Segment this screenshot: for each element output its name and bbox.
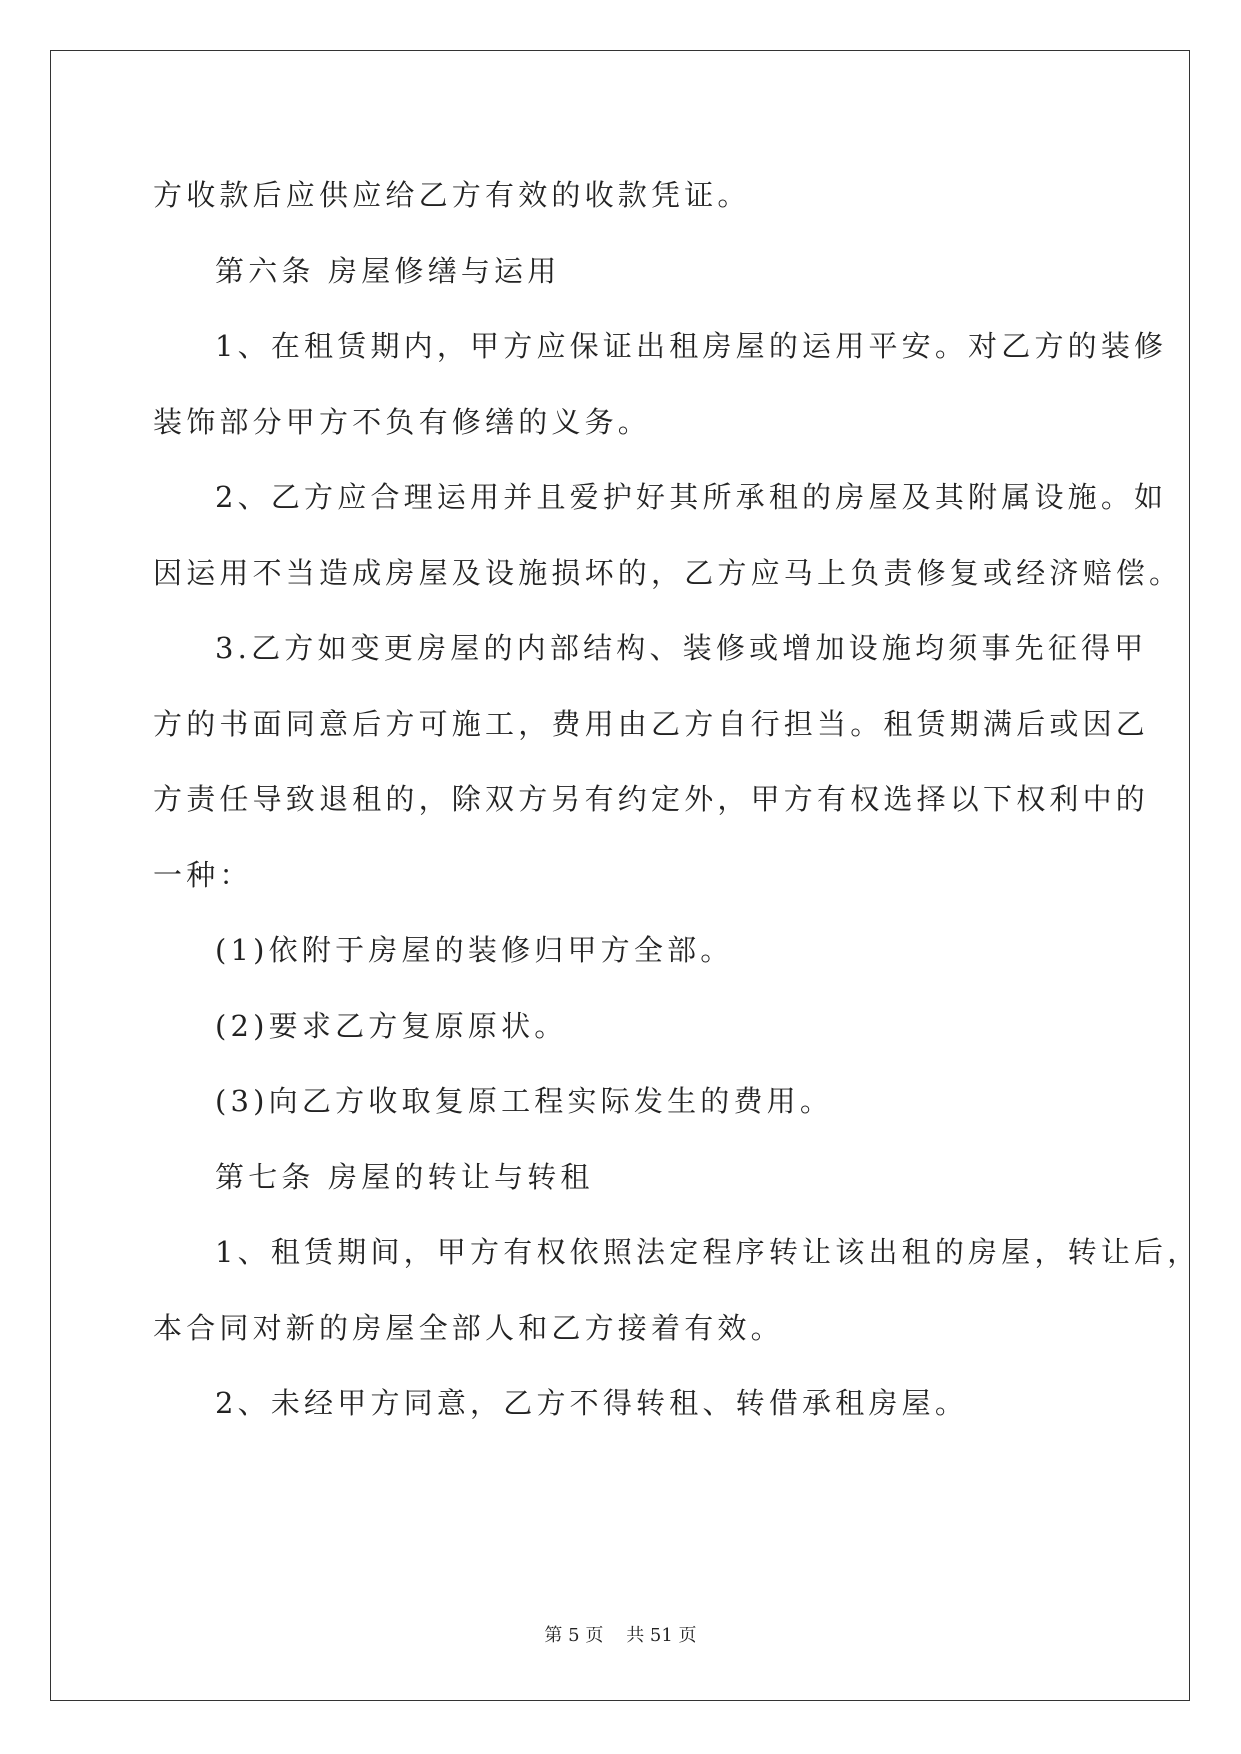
text-line: 1、租赁期间，甲方有权依照法定程序转让该出租的房屋，转让后， [215,1235,1201,1269]
text-line: 一种： [153,857,253,892]
section-heading: 第七条 房屋的转让与转租 [215,1159,594,1194]
text-line: 方的书面同意后方可施工，费用由乙方自行担当。租赁期满后或因乙 [153,706,1150,741]
section-heading: 第六条 房屋修缮与运用 [215,253,561,288]
text-line: 3.乙方如变更房屋的内部结构、装修或增加设施均须事先征得甲 [215,631,1148,665]
list-item: (3)向乙方收取复原工程实际发生的费用。 [215,1084,834,1118]
text-line: 1、在租赁期内，甲方应保证出租房屋的运用平安。对乙方的装修 [215,329,1168,363]
document-body [153,158,1201,1442]
list-item: (2)要求乙方复原原状。 [215,1008,568,1043]
text-line: 装饰部分甲方不负有修缮的义务。 [153,404,652,439]
page-number: 第 5 页 共 51 页 [544,1625,697,1646]
text-line: 2、乙方应合理运用并且爱护好其所承租的房屋及其附属设施。如 [215,480,1168,514]
text-line: 本合同对新的房屋全部人和乙方接着有效。 [153,1310,784,1345]
text-line: 方责任导致退租的，除双方另有约定外，甲方有权选择以下权利中的 [153,782,1150,816]
text-line: 2、未经甲方同意，乙方不得转租、转借承租房屋。 [215,1386,969,1420]
text-line: 方收款后应供应给乙方有效的收款凭证。 [153,178,751,212]
text-line: 因运用不当造成房屋及设施损坏的，乙方应马上负责修复或经济赔偿。 [153,555,1183,590]
list-item: (1)依附于房屋的装修归甲方全部。 [215,933,734,967]
